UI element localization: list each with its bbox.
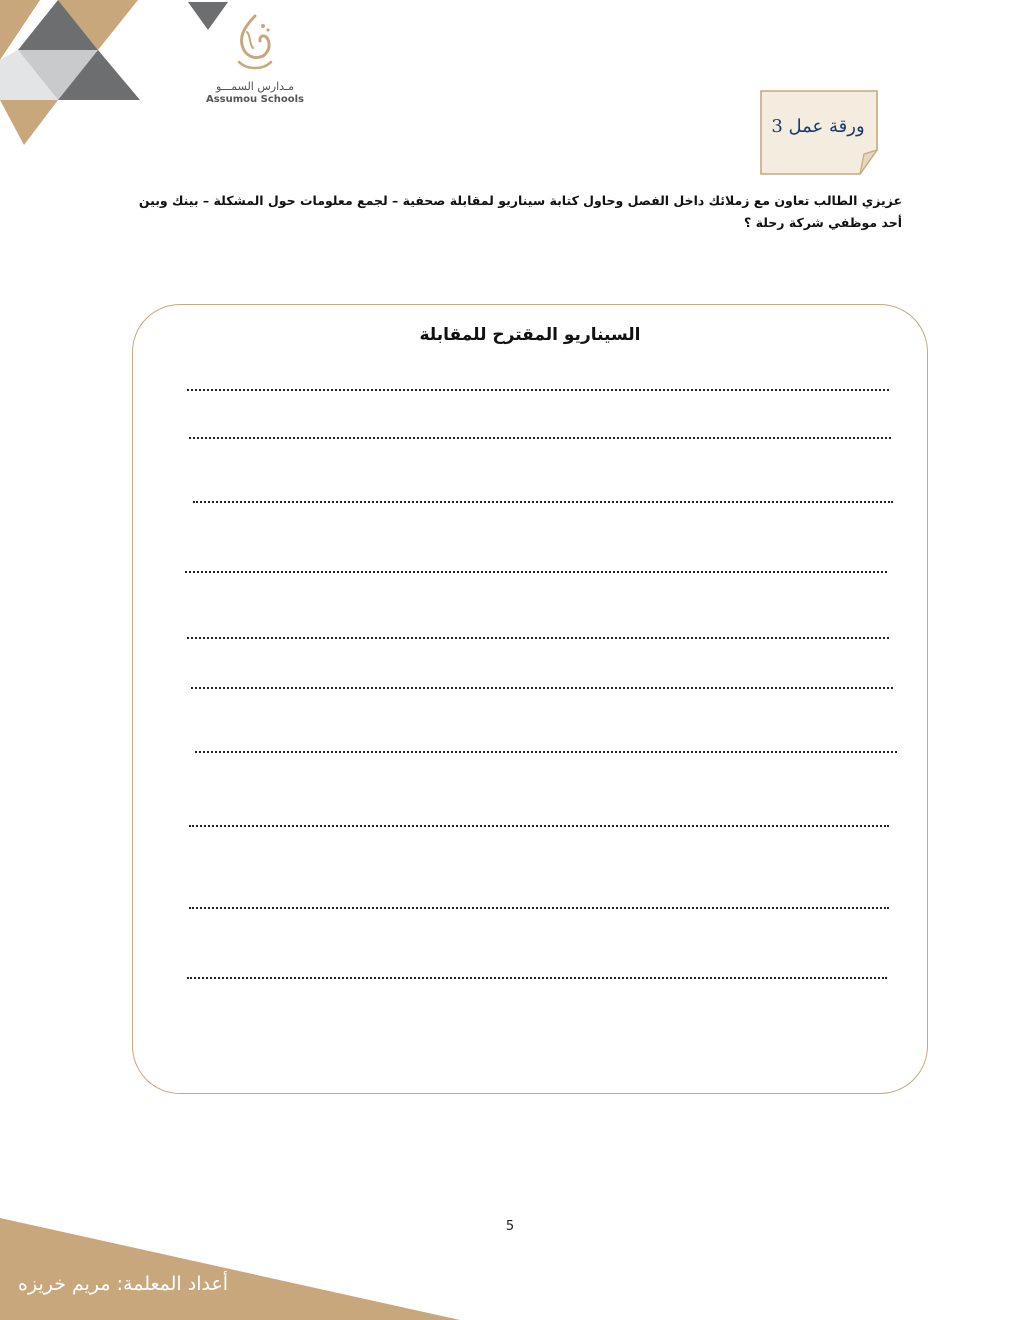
teacher-credit: أعداد المعلمة: مريم خريزه [18,1273,229,1295]
answer-line[interactable] [187,977,887,979]
answer-line[interactable] [185,571,887,573]
logo-emblem-icon [233,14,277,76]
worksheet-label: ورقة عمل 3 [771,116,865,137]
scenario-box-title: السيناريو المقترح للمقابلة [419,325,641,345]
instructions-text: عزيزي الطالب تعاون مع زملائك داخل الفصل وحاول كتابة سيناريو لمقابلة صحفية – لجمع معلومات حول المشكلة – بينك وبين أحد موظفي شركة رحلة ؟ [138,193,902,230]
answer-line[interactable] [195,751,897,753]
worksheet-label-note [760,90,880,176]
answer-line[interactable] [189,437,891,439]
footer-decoration [0,1210,460,1320]
answer-line[interactable] [191,687,893,689]
answer-line[interactable] [193,501,893,503]
answer-line[interactable] [187,637,889,639]
scenario-box [132,304,928,1094]
answer-line[interactable] [189,825,889,827]
school-logo [200,14,310,105]
answer-line[interactable] [187,389,889,391]
answer-line[interactable] [189,907,889,909]
page-number: 5 [505,1219,515,1234]
logo-text-english: Assumou Schools [205,94,305,105]
logo-text-arabic: مـدارس السمـــو [215,80,295,93]
